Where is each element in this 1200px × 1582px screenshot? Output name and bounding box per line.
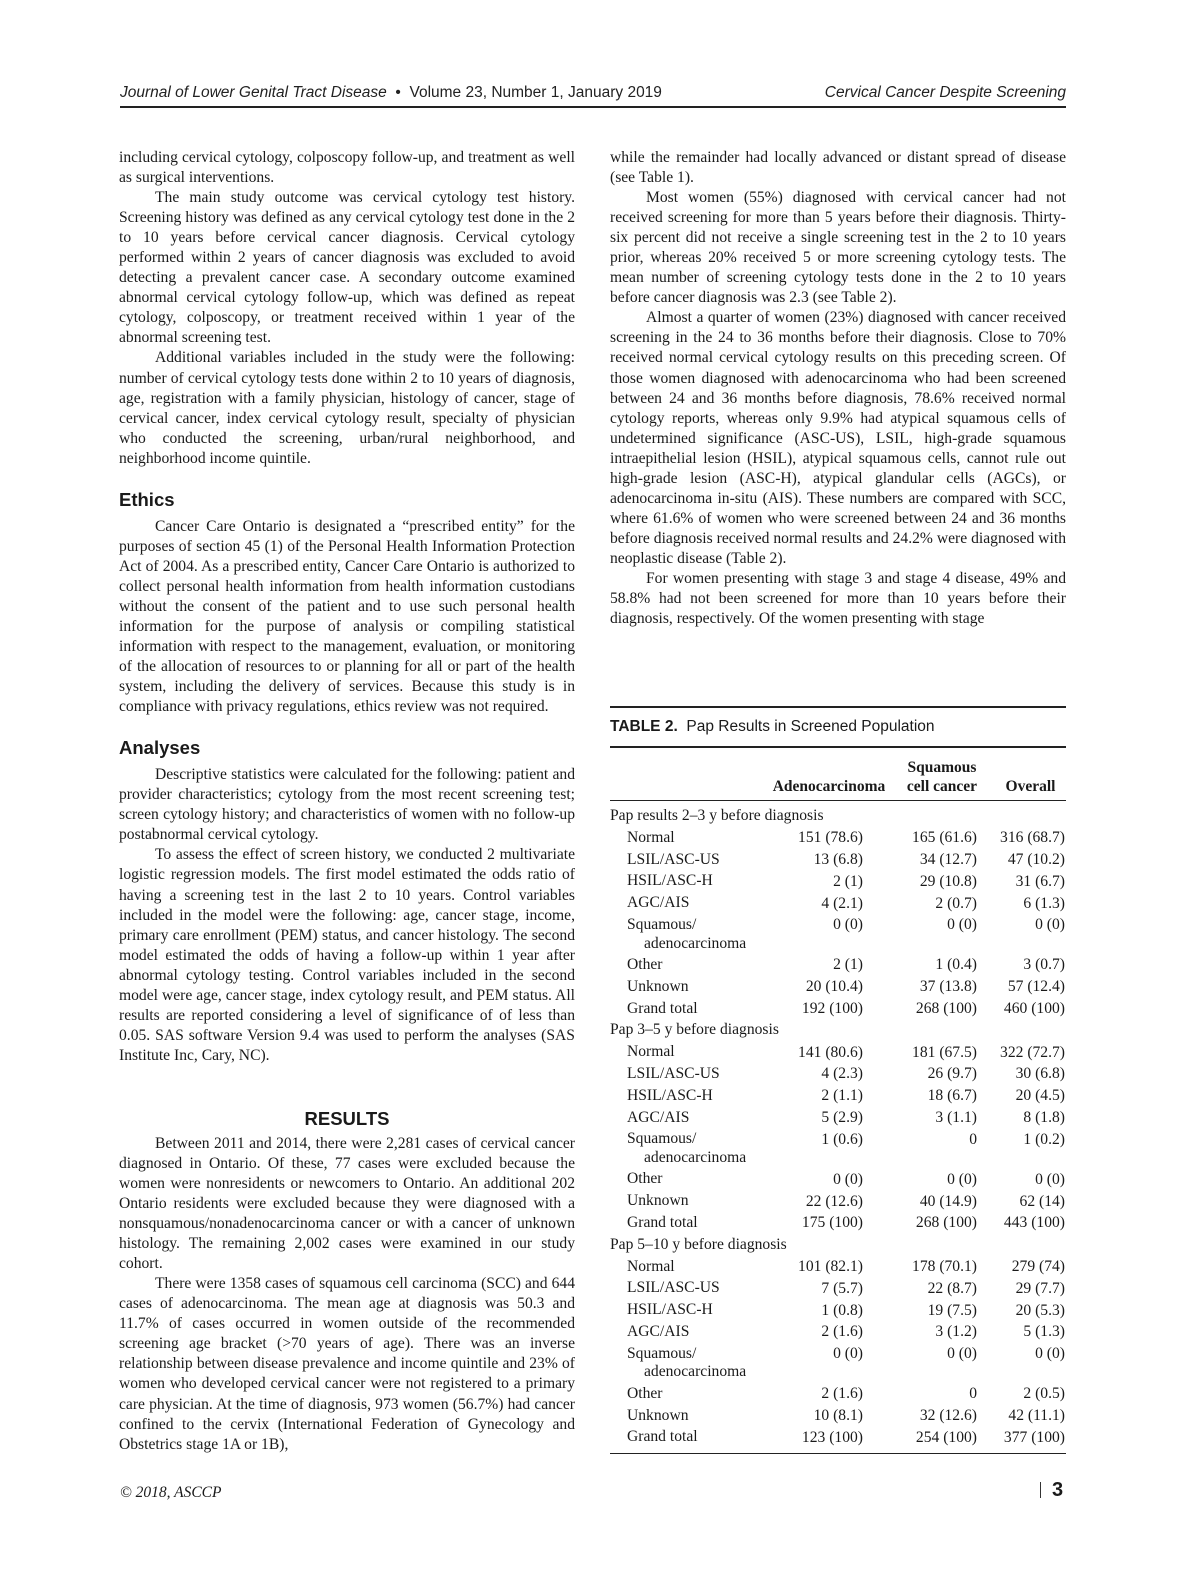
table-row-label — [627, 1085, 713, 1105]
cell-overall: 377 (100) — [1003, 1428, 1065, 1446]
paragraph: Descriptive statistics were calculated for the following: patient and provider characteristics; cytology from the most recent screening test; screen cytology history; and characteristics of women with no follow-up postabnormal cervical cytology. — [119, 766, 575, 844]
cell-squamous: 3 (1.2) — [935, 1323, 977, 1341]
cell-squamous: 18 (6.7) — [927, 1087, 977, 1105]
row-label-text: Unknown — [627, 1406, 689, 1424]
cell-adenocarcinoma: 141 (80.6) — [798, 1043, 863, 1061]
cell-squamous: 19 (7.5) — [927, 1301, 977, 1319]
cell-overall: 316 (68.7) — [1000, 829, 1065, 847]
table-row-label — [627, 1212, 698, 1232]
table-row — [610, 976, 1066, 998]
row-label-text: Other — [627, 1170, 663, 1188]
paragraph: There were 1358 cases of squamous cell carcinoma (SCC) and 644 cases of adenocarcinoma. The mean age at diagnosis was 50.3 and 11.7% of cases occurred in women outside of the recommended screening age bracket (>70 years of age). There was an inverse relationship between disease prevalence and income quintile and 23% of women who developed cervical cancer were not registered to a primary care physician. At the time of diagnosis, 973 women (56.7%) had cancer confined to the cervix (International Federation of Gynecology and Obstetrics stage 1A or 1B), — [119, 1275, 575, 1453]
row-label-text: Normal — [627, 828, 675, 846]
header-bullet: • — [395, 84, 401, 101]
table-row — [610, 1042, 1066, 1064]
row-label-text: Unknown — [627, 1192, 689, 1210]
cell-squamous: 32 (12.6) — [919, 1407, 977, 1425]
cell-squamous: 29 (10.8) — [919, 872, 977, 890]
table-row — [610, 1063, 1066, 1085]
cell-squamous: 0 (0) — [947, 916, 977, 934]
table-title: Pap Results in Screened Population — [686, 718, 935, 735]
cell-adenocarcinoma: 151 (78.6) — [798, 829, 863, 847]
table-row — [610, 954, 1066, 976]
cell-squamous: 254 (100) — [915, 1428, 977, 1446]
row-label-text: HSIL/ASC-H — [627, 1086, 713, 1104]
ethics-heading: Ethics — [119, 488, 175, 510]
paragraph: including cervical cytology, colposcopy follow-up, and treatment as well as surgical interventions. — [119, 149, 575, 187]
cell-squamous: 1 (0.4) — [935, 956, 977, 974]
table-top-rule — [610, 706, 1066, 708]
cell-adenocarcinoma: 7 (5.7) — [821, 1279, 863, 1297]
cell-overall: 443 (100) — [1003, 1214, 1065, 1232]
row-label-text: LSIL/ASC-US — [627, 850, 720, 868]
row-label-text: Squamous/ — [627, 1344, 697, 1362]
table-row — [610, 1321, 1066, 1343]
table-row — [610, 1256, 1066, 1278]
paragraph: To assess the effect of screen history, we conducted 2 multivariate logistic regression models. The first model estimated the odds ratio of having a screening test in the last 2 to 10 years. Control variables included in the model were the following: age, cancer stage, income, primary care enrollment (PEM) status, and cancer histology. The second model estimated the odds of having a follow-up within 1 year after abnormal cytology testing. Control variables included in the second model were age, cancer stage, index cytology result, and PEM status. All results are reported considering a level of significance of of less than 0.05. SAS software Version 9.4 was used to perform the analyses (SAS Institute Inc, Cary, NC). — [119, 846, 575, 1064]
table-group-title: Pap 3–5 y before diagnosis — [610, 1021, 779, 1039]
column-header-squamous-line2: cell cancer — [906, 777, 978, 795]
cell-overall: 31 (6.7) — [1015, 872, 1065, 890]
cell-squamous: 26 (9.7) — [927, 1065, 977, 1083]
table-row — [610, 914, 1066, 954]
table-row — [610, 1343, 1066, 1383]
page-number: 3 — [1052, 1479, 1064, 1501]
table-row — [610, 1085, 1066, 1107]
cell-overall: 2 (0.5) — [1023, 1385, 1065, 1403]
table-group-title: Pap results 2–3 y before diagnosis — [610, 807, 824, 825]
table-row-label — [627, 1042, 675, 1062]
row-label-text: Normal — [627, 1043, 675, 1061]
row-label-text: Other — [627, 956, 663, 974]
cell-squamous: 34 (12.7) — [919, 851, 977, 869]
table-bottom-rule — [610, 1453, 1066, 1455]
table-row-label — [627, 1383, 663, 1403]
cell-adenocarcinoma: 2 (1) — [833, 956, 863, 974]
page-number-divider — [1040, 1482, 1041, 1498]
row-label-text: HSIL/ASC-H — [627, 872, 713, 890]
table-row-label — [627, 827, 675, 847]
table-row-label — [627, 1343, 746, 1382]
cell-adenocarcinoma: 2 (1.6) — [821, 1385, 863, 1403]
cell-squamous: 2 (0.7) — [935, 894, 977, 912]
paragraph: Almost a quarter of women (23%) diagnosed with cancer received screening in the 24 to 36 months before their diagnosis. Close to 70% received normal cervical cytology results on this preceding screen. Of those women diagnosed with adenocarcinoma who had been screened between 24 and 36 months before diagnosis, 78.6% received normal cytology reports, whereas only 9.9% had atypical squamous cells of undetermined significance (ASC-US), LSIL, high-grade squamous intraepithelial lesion (HSIL), atypical squamous cells, cannot rule out high-grade lesion (ASC-H), atypical glandular cells (AGCs), or adenocarcinoma in-situ (AIS). These numbers are compared with SCC, where 61.6% of women who were screened between 24 and 36 months before diagnosis received normal results and 24.2% were diagnosed with neoplastic disease (Table 2). — [610, 309, 1066, 567]
cell-squamous: 181 (67.5) — [912, 1043, 977, 1061]
table-group-row — [610, 1020, 1066, 1042]
paragraph: Cancer Care Ontario is designated a “prescribed entity” for the purposes of section 45 (1) of the Personal Health Information Protection Act of 2004. As a prescribed entity, Cancer Care Ontario is authorized to collect personal health information from health information custodians without the consent of the patient and to use such personal health information for the purpose of analysis or compiling statistical information with respect to the management, evaluation, or monitoring of the allocation of resources to or planning for all or part of the health system, including the delivery of services. Because this study is in compliance with privacy regulations, ethics review was not required. — [119, 517, 575, 716]
issue-info: Volume 23, Number 1, January 2019 — [409, 84, 662, 101]
row-label-text: Grand total — [627, 1428, 698, 1446]
analyses-heading: Analyses — [119, 737, 201, 759]
cell-adenocarcinoma: 0 (0) — [833, 1345, 863, 1363]
cell-adenocarcinoma: 0 (0) — [833, 1170, 863, 1188]
cell-overall: 3 (0.7) — [1023, 956, 1065, 974]
cell-overall: 42 (11.1) — [1008, 1407, 1065, 1425]
cell-adenocarcinoma: 20 (10.4) — [805, 978, 863, 996]
table-row — [610, 1129, 1066, 1169]
table-row — [610, 1107, 1066, 1129]
cell-squamous: 178 (70.1) — [912, 1258, 977, 1276]
cell-adenocarcinoma: 123 (100) — [801, 1428, 863, 1446]
table-caption — [610, 718, 1066, 740]
table-row-label — [627, 976, 689, 996]
cell-overall: 0 (0) — [1035, 1170, 1065, 1188]
cell-overall: 6 (1.3) — [1023, 894, 1065, 912]
table-row-label — [627, 849, 720, 869]
column-header-squamous — [894, 758, 990, 796]
table-row — [610, 871, 1066, 893]
cell-squamous: 37 (13.8) — [919, 978, 977, 996]
row-label-text: LSIL/ASC-US — [627, 1065, 720, 1083]
cell-adenocarcinoma: 192 (100) — [801, 1000, 863, 1018]
cell-adenocarcinoma: 0 (0) — [833, 916, 863, 934]
table-row — [610, 849, 1066, 871]
cell-overall: 460 (100) — [1003, 1000, 1065, 1018]
cell-adenocarcinoma: 5 (2.9) — [821, 1109, 863, 1127]
paragraph: For women presenting with stage 3 and stage 4 disease, 49% and 58.8% had not been screened for more than 10 years before their diagnosis, respectively. Of the women presenting with stage — [610, 569, 1066, 628]
table-group-row — [610, 806, 1066, 828]
cell-overall: 0 (0) — [1035, 916, 1065, 934]
cell-overall: 47 (10.2) — [1007, 851, 1065, 869]
cell-adenocarcinoma: 101 (82.1) — [798, 1258, 863, 1276]
table-body — [610, 806, 1066, 1449]
cell-adenocarcinoma: 4 (2.3) — [821, 1065, 863, 1083]
table-group-title: Pap 5–10 y before diagnosis — [610, 1235, 787, 1253]
paragraph: Additional variables included in the study were the following: number of cervical cytology tests done within 2 to 10 years of diagnosis, age, registration with a family physician, histology of cancer, stage of cervical cancer, index cervical cytology result, specialty of physician who conducted the screening, urban/rural neighborhood, and neighborhood income quintile. — [119, 349, 575, 467]
journal-name: Journal of Lower Genital Tract Disease — [120, 84, 387, 101]
table-row-label — [627, 1300, 713, 1320]
cell-overall: 5 (1.3) — [1023, 1323, 1065, 1341]
cell-squamous: 0 (0) — [947, 1170, 977, 1188]
running-header — [120, 84, 1066, 106]
cell-adenocarcinoma: 13 (6.8) — [813, 851, 863, 869]
table-row-label — [627, 1063, 720, 1083]
cell-adenocarcinoma: 10 (8.1) — [813, 1407, 863, 1425]
cell-squamous: 22 (8.7) — [927, 1279, 977, 1297]
row-label-text: LSIL/ASC-US — [627, 1279, 720, 1297]
table-row-label — [627, 1405, 689, 1425]
row-label-text: Squamous/ — [627, 1130, 697, 1148]
table-row-label — [627, 1169, 663, 1189]
row-label-text: Other — [627, 1384, 663, 1402]
table-row-label — [627, 1256, 675, 1276]
paragraph: Between 2011 and 2014, there were 2,281 cases of cervical cancer diagnosed in Ontario. Of these, 77 cases were excluded because the women were nonresidents or newcomers to Ontario. An additional 202 Ontario residents were excluded because they were diagnosed with a nonsquamous/nonadenocarcinoma cancer or with a cancer of unknown histology. The remaining 2,002 cases were examined in our study cohort. — [119, 1134, 575, 1273]
table-row-label — [627, 893, 689, 913]
article-short-title: Cervical Cancer Despite Screening — [824, 84, 1066, 101]
row-label-text: AGC/AIS — [627, 1108, 690, 1126]
copyright: © 2018, ASCCP — [120, 1484, 222, 1501]
left-column — [119, 148, 575, 1455]
table-row — [610, 1427, 1066, 1449]
running-header-left — [120, 84, 662, 102]
table-row-label — [627, 998, 698, 1018]
cell-adenocarcinoma: 1 (0.6) — [821, 1130, 863, 1148]
cell-adenocarcinoma: 22 (12.6) — [805, 1192, 863, 1210]
table-label: TABLE 2. — [610, 718, 678, 735]
cell-overall: 30 (6.8) — [1015, 1065, 1065, 1083]
row-label-text: AGC/AIS — [627, 894, 690, 912]
table-row — [610, 998, 1066, 1020]
row-label-text: Normal — [627, 1257, 675, 1275]
table-row-label — [627, 1129, 746, 1168]
table-row-label — [627, 1427, 698, 1447]
table-row-label — [627, 1191, 689, 1211]
table-row — [610, 1169, 1066, 1191]
cell-adenocarcinoma: 2 (1) — [833, 872, 863, 890]
table-row — [610, 1191, 1066, 1213]
column-header-squamous-line1: Squamous — [907, 758, 977, 776]
cell-overall: 57 (12.4) — [1007, 978, 1065, 996]
table-row-label — [627, 871, 713, 891]
cell-squamous: 0 — [969, 1385, 977, 1403]
cell-adenocarcinoma: 4 (2.1) — [821, 894, 863, 912]
cell-squamous: 165 (61.6) — [912, 829, 977, 847]
table-header-bottom-rule — [610, 800, 1066, 801]
table-row-label — [627, 1107, 689, 1127]
column-header-overall: Overall — [1005, 777, 1056, 795]
cell-overall: 279 (74) — [1011, 1258, 1065, 1276]
row-label-text: AGC/AIS — [627, 1323, 690, 1341]
table-row-label — [627, 1321, 689, 1341]
row-label-text: Grand total — [627, 1214, 698, 1232]
table-row — [610, 1300, 1066, 1322]
cell-squamous: 268 (100) — [915, 1214, 977, 1232]
table-row-label — [627, 1278, 720, 1298]
cell-squamous: 268 (100) — [915, 1000, 977, 1018]
cell-overall: 20 (4.5) — [1015, 1087, 1065, 1105]
results-heading: RESULTS — [304, 1107, 390, 1129]
cell-adenocarcinoma: 1 (0.8) — [821, 1301, 863, 1319]
row-label-text: Unknown — [627, 977, 689, 995]
header-rule — [120, 106, 1066, 108]
table-row — [610, 827, 1066, 849]
table-group-row — [610, 1234, 1066, 1256]
table-row — [610, 1212, 1066, 1234]
cell-squamous: 40 (14.9) — [919, 1192, 977, 1210]
row-label-text-continued: adenocarcinoma — [644, 1363, 747, 1381]
table-2 — [610, 706, 1066, 1454]
cell-overall: 0 (0) — [1035, 1345, 1065, 1363]
cell-overall: 322 (72.7) — [1000, 1043, 1065, 1061]
cell-overall: 1 (0.2) — [1023, 1130, 1065, 1148]
table-row — [610, 1383, 1066, 1405]
table-row — [610, 1405, 1066, 1427]
paragraph: The main study outcome was cervical cytology test history. Screening history was defined as any cervical cytology test done in the 2 to 10 years before cervical cancer diagnosis. Cervical cytology performed within 2 years of cancer diagnosis was excluded to avoid detecting a prevalent cancer case. A secondary outcome examined abnormal cervical cytology follow-up, which was defined as repeat cytology, colposcopy, or treatment received within 1 year of the abnormal screening test. — [119, 189, 575, 347]
table-header — [610, 748, 1066, 800]
table-row-label — [627, 954, 663, 974]
row-label-text-continued: adenocarcinoma — [644, 1148, 747, 1166]
right-column — [610, 148, 1066, 629]
table-row-label — [627, 914, 746, 953]
page-number-block — [1040, 1478, 1066, 1502]
cell-overall: 29 (7.7) — [1015, 1279, 1065, 1297]
cell-squamous: 3 (1.1) — [935, 1109, 977, 1127]
cell-squamous: 0 — [969, 1130, 977, 1148]
cell-adenocarcinoma: 2 (1.1) — [821, 1087, 863, 1105]
row-label-text: HSIL/ASC-H — [627, 1301, 713, 1319]
column-header-adenocarcinoma: Adenocarcinoma — [772, 777, 886, 795]
cell-overall: 20 (5.3) — [1015, 1301, 1065, 1319]
table-row — [610, 893, 1066, 915]
cell-adenocarcinoma: 175 (100) — [801, 1214, 863, 1232]
cell-overall: 62 (14) — [1019, 1192, 1065, 1210]
table-row — [610, 1278, 1066, 1300]
row-label-text: Grand total — [627, 999, 698, 1017]
cell-overall: 8 (1.8) — [1023, 1109, 1065, 1127]
paragraph: Most women (55%) diagnosed with cervical cancer had not received screening for more than 5 years before their diagnosis. Thirty-six percent did not receive a single screening test in the 2 to 10 years prior, whereas 20% received 5 or more screening cytology tests. The mean number of screening cytology tests done in the 2 to 10 years before cancer diagnosis was 2.3 (see Table 2). — [610, 189, 1066, 307]
row-label-text: Squamous/ — [627, 916, 697, 934]
cell-adenocarcinoma: 2 (1.6) — [821, 1323, 863, 1341]
paragraph: while the remainder had locally advanced or distant spread of disease (see Table 1). — [610, 149, 1066, 187]
cell-squamous: 0 (0) — [947, 1345, 977, 1363]
row-label-text-continued: adenocarcinoma — [644, 934, 747, 952]
